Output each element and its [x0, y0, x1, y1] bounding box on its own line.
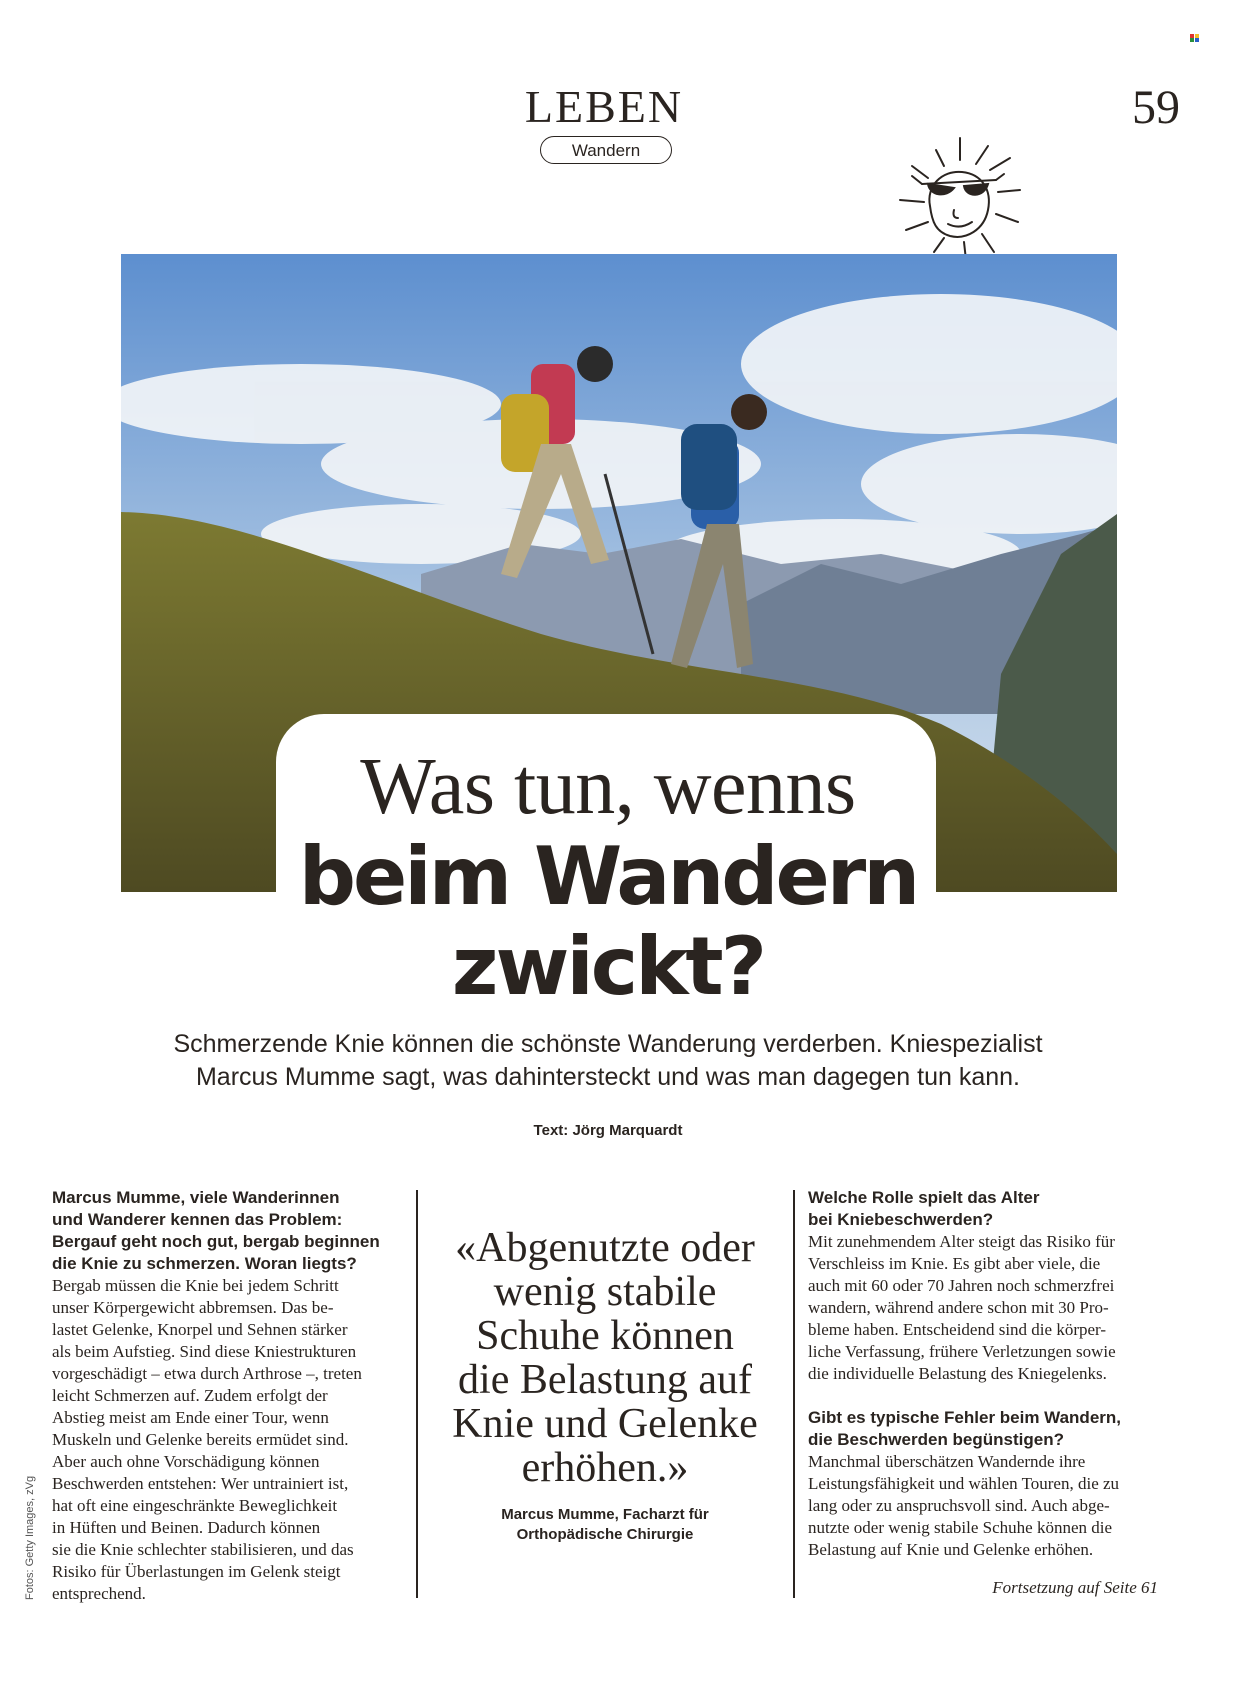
pull-quote-line: Schuhe können [476, 1313, 734, 1359]
lead-line-1: Schmerzende Knie können die schönste Wanderung verderben. Kniespezialist [173, 1030, 1043, 1058]
answer-line: lastet Gelenke, Knorpel und Sehnen stärker [52, 1320, 348, 1339]
sun-with-sunglasses-icon [870, 130, 1030, 270]
question-1 [52, 1187, 412, 1275]
lead-line-2: Marcus Mumme sagt, was dahintersteckt und was man dagegen tun kann. [195, 1063, 1021, 1091]
rubric-badge: Wandern [540, 136, 672, 164]
quote-attribution [430, 1505, 780, 1545]
pull-quote-line: erhöhen.» [521, 1445, 689, 1491]
attribution-line: Orthopädische Chirurgie [516, 1526, 694, 1543]
answer-line: auch mit 60 oder 70 Jahren noch schmerzfrei [808, 1276, 1115, 1295]
section-title: LEBEN [524, 81, 684, 132]
answer-line: wandern, während andere schon mit 30 Pro- [808, 1298, 1109, 1317]
question-line: und Wanderer kennen das Problem: [52, 1210, 343, 1229]
question-line: Marcus Mumme, viele Wanderinnen [52, 1188, 340, 1207]
question-line: Welche Rolle spielt das Alter [808, 1188, 1040, 1207]
answer-line: Verschleiss im Knie. Es gibt aber viele, die [808, 1254, 1101, 1273]
answer-line: liche Verfassung, frühere Verletzungen sowie [808, 1342, 1116, 1361]
answer-line: Manchmal überschätzen Wandernde ihre [808, 1452, 1086, 1471]
page-number: 59 [1132, 81, 1180, 134]
answer-line: entsprechend. [52, 1584, 146, 1603]
answer-line: sie die Knie schlechter stabilisieren, und das [52, 1540, 354, 1559]
answer-line: die individuelle Belastung des Kniegelenks. [808, 1364, 1107, 1383]
column-left [52, 1187, 412, 1605]
pull-quote [430, 1226, 780, 1490]
answer-line: Beschwerden entstehen: Wer untrainiert ist, [52, 1474, 349, 1493]
answer-1 [52, 1275, 412, 1605]
question-2 [808, 1187, 1174, 1231]
pull-quote-line: die Belastung auf [458, 1357, 752, 1403]
question-line: Gibt es typische Fehler beim Wandern, [808, 1408, 1121, 1427]
answer-line: Abstieg meist am Ende einer Tour, wenn [52, 1408, 329, 1427]
answer-line: bleme haben. Entscheidend sind die körper- [808, 1320, 1107, 1339]
color-marker-icon [1190, 34, 1200, 42]
headline-line-2: beim Wandern [298, 830, 918, 923]
answer-line: Mit zunehmendem Alter steigt das Risiko für [808, 1232, 1115, 1251]
answer-line: Aber auch ohne Vorschädigung können [52, 1452, 320, 1471]
answer-3 [808, 1451, 1174, 1561]
answer-line: Risiko für Überlastungen im Gelenk steigt [52, 1562, 341, 1581]
answer-line: leicht Schmerzen auf. Zudem erfolgt der [52, 1386, 328, 1405]
column-divider [793, 1190, 795, 1598]
pull-quote-line: wenig stabile [493, 1269, 717, 1315]
answer-line: vorgeschädigt – etwa durch Arthrose –, treten [52, 1364, 362, 1383]
question-3 [808, 1407, 1174, 1451]
answer-line: unser Körpergewicht abbremsen. Das be- [52, 1298, 334, 1317]
answer-line: lang oder zu anspruchsvoll sind. Auch abge- [808, 1496, 1110, 1515]
answer-line: Belastung auf Knie und Gelenke erhöhen. [808, 1540, 1094, 1559]
answer-line: in Hüften und Beinen. Dadurch können [52, 1518, 321, 1537]
answer-line: Muskeln und Gelenke bereits ermüdet sind. [52, 1430, 349, 1449]
headline-line-1: Was tun, wenns [360, 743, 856, 831]
answer-line: Leistungsfähigkeit und wählen Touren, die zu [808, 1474, 1120, 1493]
column-divider [416, 1190, 418, 1598]
question-line: die Beschwerden begünstigen? [808, 1430, 1064, 1449]
answer-line: als beim Aufstieg. Sind diese Kniestrukturen [52, 1342, 357, 1361]
headline-line-3: zwickt? [451, 920, 765, 1013]
question-line: bei Kniebeschwerden? [808, 1210, 994, 1229]
continuation-note: Fortsetzung auf Seite 61 [992, 1578, 1158, 1597]
photo-credit: Fotos: Getty Images, zVg [24, 1475, 36, 1600]
attribution-line: Marcus Mumme, Facharzt für [501, 1506, 709, 1523]
answer-2 [808, 1231, 1174, 1385]
byline: Text: Jörg Marquardt [533, 1122, 683, 1139]
question-line: die Knie zu schmerzen. Woran liegts? [52, 1254, 357, 1273]
column-right [808, 1187, 1174, 1561]
answer-line: nutzte oder wenig stabile Schuhe können die [808, 1518, 1113, 1537]
pull-quote-line: «Abgenutzte oder [455, 1225, 755, 1271]
answer-line: hat oft eine eingeschränkte Beweglichkeit [52, 1496, 338, 1515]
answer-line: Bergab müssen die Knie bei jedem Schritt [52, 1276, 339, 1295]
pull-quote-line: Knie und Gelenke [452, 1401, 758, 1447]
question-line: Bergauf geht noch gut, bergab beginnen [52, 1232, 380, 1251]
